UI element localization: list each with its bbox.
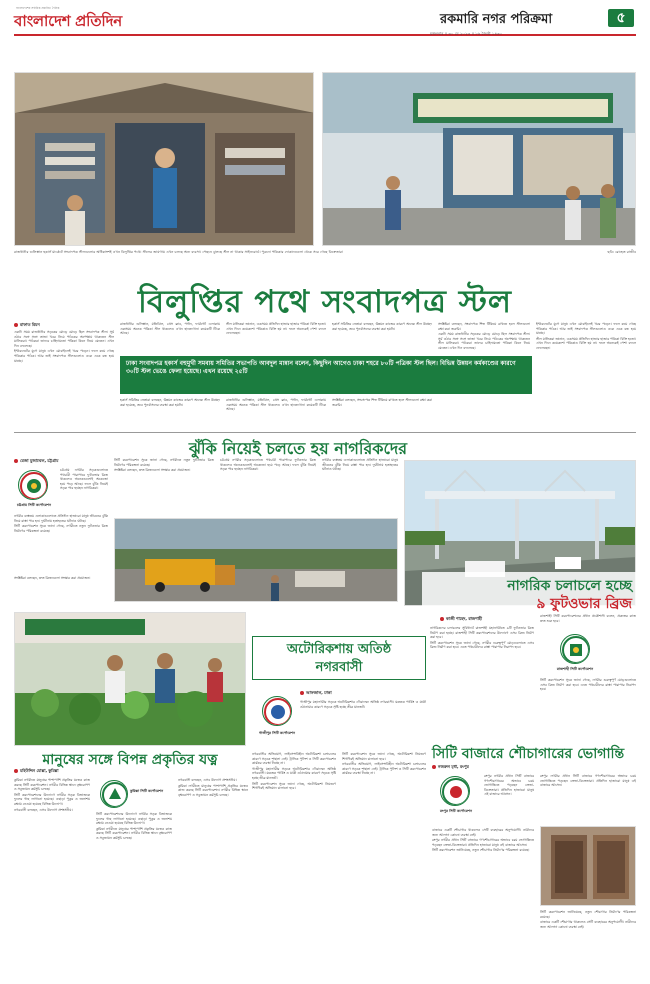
rangpur-col-1: [484, 774, 534, 826]
paragraph: সিটি করপোরেশন সূত্রে জানা গেছে, অটোরিকশা নিয়ন্ত্রণে শিগগিরই অভিযান চালানো হবে।: [252, 781, 336, 791]
top-col-4: [332, 322, 432, 352]
plants-people-photo-icon: [15, 613, 246, 746]
rajshahi-col-3: [540, 678, 636, 734]
top-byline: [14, 322, 40, 329]
paragraph: কুমিল্লা নগরীতে মানুষের পাশাপাশি প্রকৃতির যত্নেও কাজ করছে সিটি করপোরেশন। নগরীর বিভিন্ন স্থানে বৃক্ষরোপণ ও সবুজায়ন কর্মসূচি চলছে।: [178, 783, 248, 797]
top-col-below-quote-1: [120, 398, 220, 426]
paragraph: ইন্টারনেটের যুগে মানুষ এখন মোবাইলেই খবর পড়েন। ফলে কমে গেছে পত্রিকার পাঠক। আর তাই সংবাদপত্র স্টলগুলোও একে একে বন্ধ হয়ে যাচ্ছে।: [14, 349, 114, 363]
paragraph: রাজধানীর গুলিস্তান, মতিঝিল, প্রেস ক্লাব, পল্টন, ফার্মগেট এলাকায় একসময় অনেক পত্রিকা স্টল থাকলেও এখন হাতেগোনা কয়েকটি টিকে আছে।: [120, 322, 220, 336]
city-corporation-seal-icon: [561, 635, 590, 664]
comilla-col-2: [96, 812, 172, 974]
paragraph: বাজারে একটি শৌচাগার থাকলেও সেটি ব্যবহারের অনুপযোগী। নারীদের জন্য আলাদা কোনো ব্যবস্থা নেই।: [432, 828, 534, 837]
paragraph: নগরীর ব্যস্ততম এলাকাগুলোতে প্রতিদিন হাজারো মানুষ জীবনের ঝুঁকি নিয়ে রাস্তা পার হন। দুর্ঘটনায় হতাহতের ঘটনাও ঘটছে।: [14, 514, 108, 523]
rangpur-toilet-photo: [540, 826, 636, 906]
paragraph: রাজশাহী সিটি করপোরেশনের প্রধান প্রকৌশলী বলেন, প্রকল্পের কাজ দ্রুত শুরু হবে।: [540, 614, 636, 623]
comilla-headline[interactable]: মানুষের সঙ্গে বিপন্ন প্রকৃতির যত্ন: [42, 752, 218, 768]
paragraph: চট্টগ্রাম নগরীর সড়কগুলোতে পথচারী পারাপারে ফুটওভার ব্রিজ থাকলেও অনেকগুলোই অকেজো হয়ে পড়ে আছে। ফলে ঝুঁকি নিয়েই সড়ক পার হচ্ছেন নাগরিকরা।: [60, 468, 108, 491]
paragraph: কুমিল্লা নগরীতে মানুষের পাশাপাশি প্রকৃতির যত্নেও কাজ করছে সিটি করপোরেশন। নগরীর বিভিন্ন স্থানে বৃক্ষরোপণ ও সবুজায়ন কর্মসূচি চলছে।: [96, 826, 172, 840]
gazipur-byline-text: আফজাল, ঢাকা: [306, 690, 332, 695]
paragraph: নগরবাসীর অভিযোগ, লাইসেন্সবিহীন অটোরিকশা চলাচলের কারণে সড়কে শৃঙ্খলা নেই। ট্রাফিক পুলিশ ও সিটি করপোরেশন কার্যকর ব্যবস্থা নিচ্ছে না।: [342, 762, 426, 776]
bullet-icon: [300, 691, 304, 695]
comilla-col-3: [178, 778, 248, 974]
ctg-col-3: [220, 458, 316, 514]
paragraph: চট্টগ্রাম নগরীর সড়কগুলোতে পথচারী পারাপারে ফুটওভার ব্রিজ থাকলেও অনেকগুলোই অকেজো হয়ে পড়ে আছে। ফলে ঝুঁকি নিয়েই সড়ক পার হচ্ছেন নাগরিকরা।: [220, 458, 316, 472]
rangpur-byline: [432, 764, 469, 771]
comilla-byline-text: মহিউদ্দিন মোল্লা, কুমিল্লা: [20, 768, 59, 773]
rangpur-col-top: [540, 774, 636, 824]
city-corporation-seal-icon: [263, 697, 292, 726]
comilla-col-1: [14, 778, 90, 974]
rajshahi-byline-text: কাজী শাহেদ, রাজশাহী: [446, 616, 483, 621]
paragraph: সিটি করপোরেশন সূত্রে জানা গেছে, নগরীতে নতুন ফুটওভার ব্রিজ নির্মাণের পরিকল্পনা রয়েছে।: [114, 458, 214, 467]
section-title: রকমারি নগর পরিক্রমা: [440, 12, 553, 27]
paragraph: সিটি করপোরেশন সূত্রে জানা গেছে, নগরীর গুরুত্বপূর্ণ মোড়গুলোতে এসব ব্রিজ নির্মাণ করা হবে। এতে পথচারীদের রাস্তা পারাপার নিরাপদ হবে।: [430, 640, 534, 650]
comilla-byline: [14, 768, 59, 775]
logo-tagline: বাংলাদেশের সর্বাধিক প্রচারিত দৈনিক: [16, 6, 60, 10]
rangpur-seal-label: রংপুর সিটি কর্পোরেশন: [440, 809, 472, 813]
paragraph: ইন্টারনেটের যুগে মানুষ এখন মোবাইলেই খবর পড়েন। ফলে কমে গেছে পত্রিকার পাঠক। আর তাই সংবাদপত্র স্টলগুলোও একে একে বন্ধ হয়ে যাচ্ছে।: [536, 322, 636, 336]
rangpur-col-2: [432, 828, 534, 974]
gazipur-headline-1[interactable]: অটোরিকশায় অতিষ্ঠ: [286, 642, 392, 657]
paragraph: কুমিল্লা নগরীতে মানুষের পাশাপাশি প্রকৃতির যত্নেও কাজ করছে সিটি করপোরেশন। নগরীর বিভিন্ন স্থানে বৃক্ষরোপণ ও সবুজায়ন কর্মসূচি চলছে।: [14, 778, 90, 792]
paragraph: একটা সময় রাজধানীর সড়কের মোড়ে মোড়ে ছিল সংবাদপত্র স্টল। সূর্য ওঠার সঙ্গে সঙ্গে তাজা খবর নিয়ে পাঠকের অপেক্ষায় থাকতেন স্টল মালিকরা। পাঠকরা তাদের চাহিদামতো পত্রিকা কিনে নিয়ে যেতেন। এখন দিন বদলেছে।: [438, 332, 530, 350]
top-byline-text: রাফাত রিমন: [20, 322, 40, 327]
paragraph: একটা সময় রাজধানীর সড়কের মোড়ে মোড়ে ছিল সংবাদপত্র স্টল। সূর্য ওঠার সঙ্গে সঙ্গে তাজা খবর নিয়ে পাঠকের অপেক্ষায় থাকতেন স্টল মালিকরা। পাঠকরা তাদের চাহিদামতো পত্রিকা কিনে নিয়ে যেতেন। এখন দিন বদলেছে।: [14, 330, 114, 348]
paragraph: বাজারে একটি শৌচাগার থাকলেও সেটি ব্যবহারের অনুপযোগী। নারীদের জন্য আলাদা কোনো ব্যবস্থা নেই।: [540, 920, 636, 929]
ctg-byline: [14, 458, 58, 465]
paragraph: হকার্স সমিতির নেতারা বলছেন, উন্নয়ন কাজের কারণে অনেক স্টল উচ্ছেদ করা হয়েছে, তবে পুনর্বাসনের ব্যবস্থা করা হয়নি।: [120, 398, 220, 407]
paragraph: রংপুর নগরীর প্রধান সিটি বাজারে গণশৌচাগারের অভাবে চরম ভোগান্তিতে পড়ছেন ক্রেতা-বিক্রেতারা। প্রতিদিন হাজারো মানুষ এই বাজারে আসেন।: [540, 774, 636, 788]
bullet-icon: [440, 617, 444, 621]
ctg-city-seal: [18, 470, 48, 500]
top-col-below-quote-3: [332, 398, 432, 426]
dateline: মঙ্গলবার ॥ ৩০ মে ২০২৩ ॥ ১৬ জ্যৈষ্ঠ ১৪৩০: [430, 31, 503, 36]
paragraph: রংপুর নগরীর প্রধান সিটি বাজারে গণশৌচাগারের অভাবে চরম ভোগান্তিতে পড়ছেন ক্রেতা-বিক্রেতারা। প্রতিদিন হাজারো মানুষ এই বাজারে আসেন।: [432, 838, 534, 847]
rajshahi-headline-2[interactable]: ৯ ফুটওভার ব্রিজ: [536, 596, 632, 612]
rajshahi-col-1: [430, 626, 534, 736]
ctg-road-photo: [114, 518, 398, 602]
top-photo-caption: রাজধানীর গুলিস্তান হকার্স মার্কেটে সংবাদপত্র স্টলগুলোর অধিকাংশই এখন বিলুপ্তির পথে। স্টলের জায়গায় এখন চলছে অন্য ব্যবসা। পেছনে ঝুলছে স্টল না থাকার সাইনবোর্ড। পুরনো পত্রিকার দোকানগুলো থেকে সরে গেছে বিক্রেতারা: [14, 250, 343, 254]
traffic-road-photo-icon: [115, 519, 398, 602]
gazipur-byline: [300, 690, 332, 697]
paragraph: গাজীপুর মহানগরীর সড়কে অটোরিকশার দৌরাত্ম্যে অতিষ্ঠ নগরবাসী। যত্রতত্র পার্কিং ও যাত্রী ওঠানামার কারণে সড়কে সৃষ্টি হচ্ছে তীব্র যানজট।: [300, 700, 426, 709]
ctg-col-1: [60, 468, 108, 508]
gazipur-col-3: [342, 752, 426, 974]
gazipur-headline-2[interactable]: নগরবাসী: [315, 660, 363, 675]
gazipur-col-1: [300, 700, 426, 750]
page-number: ৫: [608, 9, 634, 27]
public-toilet-photo-icon: [541, 827, 636, 906]
paragraph: রংপুর নগরীর প্রধান সিটি বাজারে গণশৌচাগারের অভাবে চরম ভোগান্তিতে পড়ছেন ক্রেতা-বিক্রেতারা। প্রতিদিন হাজারো মানুষ এই বাজারে আসেন।: [484, 774, 534, 797]
pull-quote: ঢাকা সংবাদপত্র হকার্স বহুমুখী সমবায় সমিতির সভাপতি আবদুল মান্নান বলেন, কিছুদিন আগেও ঢাকা শহরে ৮০টি পত্রিকা স্টল ছিল। বিভিন্ন উন্নয়ন কর্মকাণ্ডের কারণে ৩০টি স্টল ভেঙে ফেলা হয়েছে। এখন রয়েছে ২৫টি: [120, 356, 532, 394]
top-col-3: [226, 322, 326, 352]
ctg-col-4: [322, 458, 398, 514]
paragraph: সংশ্লিষ্টরা বলছেন, দ্রুত ব্রিজগুলো সংস্কার করা প্রয়োজন।: [114, 468, 191, 473]
rajshahi-col-2: [540, 614, 636, 634]
top-col-below-quote-2: [226, 398, 326, 426]
bullet-icon: [14, 769, 18, 773]
comilla-plant-photo: [14, 612, 246, 746]
city-corporation-seal-icon: [19, 471, 48, 500]
street-market-photo-icon: [323, 73, 636, 246]
ctg-byline-text: রেজা মুজাম্মেল, চট্টগ্রাম: [20, 458, 59, 463]
paragraph: সিটি করপোরেশন সূত্রে জানা গেছে, নগরীতে নতুন ফুটওভার ব্রিজ নির্মাণের পরিকল্পনা রয়েছে।: [14, 524, 108, 533]
gazipur-city-seal: [262, 696, 292, 726]
city-corporation-seal-icon: [441, 777, 470, 806]
paragraph: সিটি করপোরেশন সূত্রে জানা গেছে, নগরীর গুরুত্বপূর্ণ মোড়গুলোতে এসব ব্রিজ নির্মাণ করা হবে। এতে পথচারীদের রাস্তা পারাপার নিরাপদ হবে।: [540, 678, 636, 692]
paragraph: নগরবাসী বলছেন, এসব উদ্যোগ প্রশংসনীয়।: [178, 778, 237, 782]
paragraph: রাজধানীর গুলিস্তান, মতিঝিল, প্রেস ক্লাব, পল্টন, ফার্মগেট এলাকায় একসময় অনেক পত্রিকা স্টল থাকলেও এখন হাতেগোনা কয়েকটি টিকে আছে।: [226, 398, 326, 412]
top-col-6: [536, 322, 636, 422]
top-col-1: [14, 330, 114, 430]
gazipur-col-2: [252, 752, 336, 974]
top-col-2: [120, 322, 220, 352]
paragraph: হকার্স সমিতির নেতারা বলছেন, উন্নয়ন কাজের কারণে অনেক স্টল উচ্ছেদ করা হয়েছে, তবে পুনর্বাসনের ব্যবস্থা করা হয়নি।: [332, 322, 432, 331]
paragraph: স্টল মালিকরা জানান, একসময় প্রতিদিন হাজার হাজার পত্রিকা বিক্রি হতো। এখন দিনে কয়েকশো পত্রিকাও বিক্রি হয় না। ফলে অনেকেই পেশা বদলে ফেলেছেন।: [226, 322, 326, 336]
paragraph: নগরীর ব্যস্ততম এলাকাগুলোতে প্রতিদিন হাজারো মানুষ জীবনের ঝুঁকি নিয়ে রাস্তা পার হন। দুর্ঘটনায় হতাহতের ঘটনাও ঘটছে।: [322, 458, 398, 472]
newspaper-stall-photo-icon: [15, 73, 314, 246]
bullet-icon: [14, 459, 18, 463]
paragraph: নগরবাসী বলছেন, এসব উদ্যোগ প্রশংসনীয়।: [14, 807, 73, 812]
ctg-headline[interactable]: ঝুঁকি নিয়েই চলতে হয় নাগরিকদের: [188, 439, 408, 458]
photo-stall-left: [14, 72, 314, 246]
bullet-icon: [432, 765, 436, 769]
ctg-col-1b: [14, 514, 108, 572]
paragraph: সিটি করপোরেশনের উদ্যোগে নগরীর সড়ক বিভাজকে ফুলের গাছ লাগানো হয়েছে। এছাড়া পুকুর ও জলাশয় রক্ষায় নেওয়া হয়েছে বিভিন্ন উদ্যোগ।: [96, 812, 172, 826]
paragraph: সিটি করপোরেশন জানিয়েছে, নতুন শৌচাগার নির্মাণের পরিকল্পনা রয়েছে।: [540, 910, 636, 919]
ctg-col-5: [14, 576, 108, 606]
rajshahi-city-seal: [560, 634, 590, 664]
divider: [14, 432, 636, 433]
paragraph: নাগরিকদের চলাচলের সুবিধার্থে রাজশাহী মহানগরীতে ৯টি ফুটওভার ব্রিজ নির্মাণ করা হচ্ছে। রাজশাহী সিটি করপোরেশনের উদ্যোগে এসব ব্রিজ নির্মাণ করা হবে।: [430, 626, 534, 640]
rangpur-city-seal: [440, 776, 470, 806]
paragraph: নগরবাসীর অভিযোগ, লাইসেন্সবিহীন অটোরিকশা চলাচলের কারণে সড়কে শৃঙ্খলা নেই। ট্রাফিক পুলিশ ও সিটি করপোরেশন কার্যকর ব্যবস্থা নিচ্ছে না।: [252, 752, 336, 766]
paragraph: স্টল মালিকরা জানান, একসময় প্রতিদিন হাজার হাজার পত্রিকা বিক্রি হতো। এখন দিনে কয়েকশো পত্রিকাও বিক্রি হয় না। ফলে অনেকেই পেশা বদলে ফেলেছেন।: [536, 336, 636, 350]
comilla-seal-label: কুমিল্লা সিটি কর্পোরেশন: [130, 789, 164, 793]
gazipur-seal-label: গাজীপুর সিটি কর্পোরেশন: [258, 731, 296, 735]
paragraph: সিটি করপোরেশন সূত্রে জানা গেছে, অটোরিকশা নিয়ন্ত্রণে শিগগিরই অভিযান চালানো হবে।: [342, 752, 426, 761]
main-headline[interactable]: বিলুপ্তির পথে সংবাদপত্র স্টল: [138, 284, 512, 320]
photo-stall-right: [322, 72, 636, 246]
paragraph: সংশ্লিষ্টরা বলছেন, সংবাদপত্র শিল্প টিকিয়ে রাখতে হলে স্টলগুলো রক্ষা করা জরুরি।: [438, 322, 530, 331]
photo-credit: ছবি: রোহেত রাজীব: [607, 250, 636, 254]
city-corporation-seal-icon: [101, 781, 128, 808]
rajshahi-byline: [440, 616, 482, 623]
comilla-city-seal: [100, 780, 128, 808]
paragraph: সিটি করপোরেশনের উদ্যোগে নগরীর সড়ক বিভাজকে ফুলের গাছ লাগানো হয়েছে। এছাড়া পুকুর ও জলাশয় রক্ষায় নেওয়া হয়েছে বিভিন্ন উদ্যোগ।: [14, 792, 90, 806]
rajshahi-headline-1[interactable]: নাগরিক চলাচলে হচ্ছে: [507, 578, 632, 594]
ctg-seal-label: চট্টগ্রাম সিটি কর্পোরেশন: [17, 503, 51, 507]
paragraph: গাজীপুর মহানগরীর সড়কে অটোরিকশার দৌরাত্ম্যে অতিষ্ঠ নগরবাসী। যত্রতত্র পার্কিং ও যাত্রী ওঠানামার কারণে সড়কে সৃষ্টি হচ্ছে তীব্র যানজট।: [252, 766, 336, 780]
rangpur-byline-text: নজরুল মৃধা, রংপুর: [438, 764, 469, 769]
rangpur-col-3: [540, 910, 636, 974]
rajshahi-seal-label: রাজশাহী সিটি কর্পোরেশন: [556, 667, 594, 671]
paragraph: সংশ্লিষ্টরা বলছেন, দ্রুত ব্রিজগুলো সংস্কার করা প্রয়োজন।: [14, 576, 91, 580]
paragraph: সিটি করপোরেশন জানিয়েছে, নতুন শৌচাগার নির্মাণের পরিকল্পনা রয়েছে।: [432, 848, 530, 853]
bullet-icon: [14, 323, 18, 327]
newspaper-logo[interactable]: বাংলাদেশ প্রতিদিন: [14, 12, 122, 30]
rangpur-headline[interactable]: সিটি বাজারে শৌচাগারের ভোগান্তি: [432, 746, 625, 762]
paragraph: সংশ্লিষ্টরা বলছেন, সংবাদপত্র শিল্প টিকিয়ে রাখতে হলে স্টলগুলো রক্ষা করা জরুরি।: [332, 398, 432, 407]
ctg-col-2: [114, 458, 214, 514]
